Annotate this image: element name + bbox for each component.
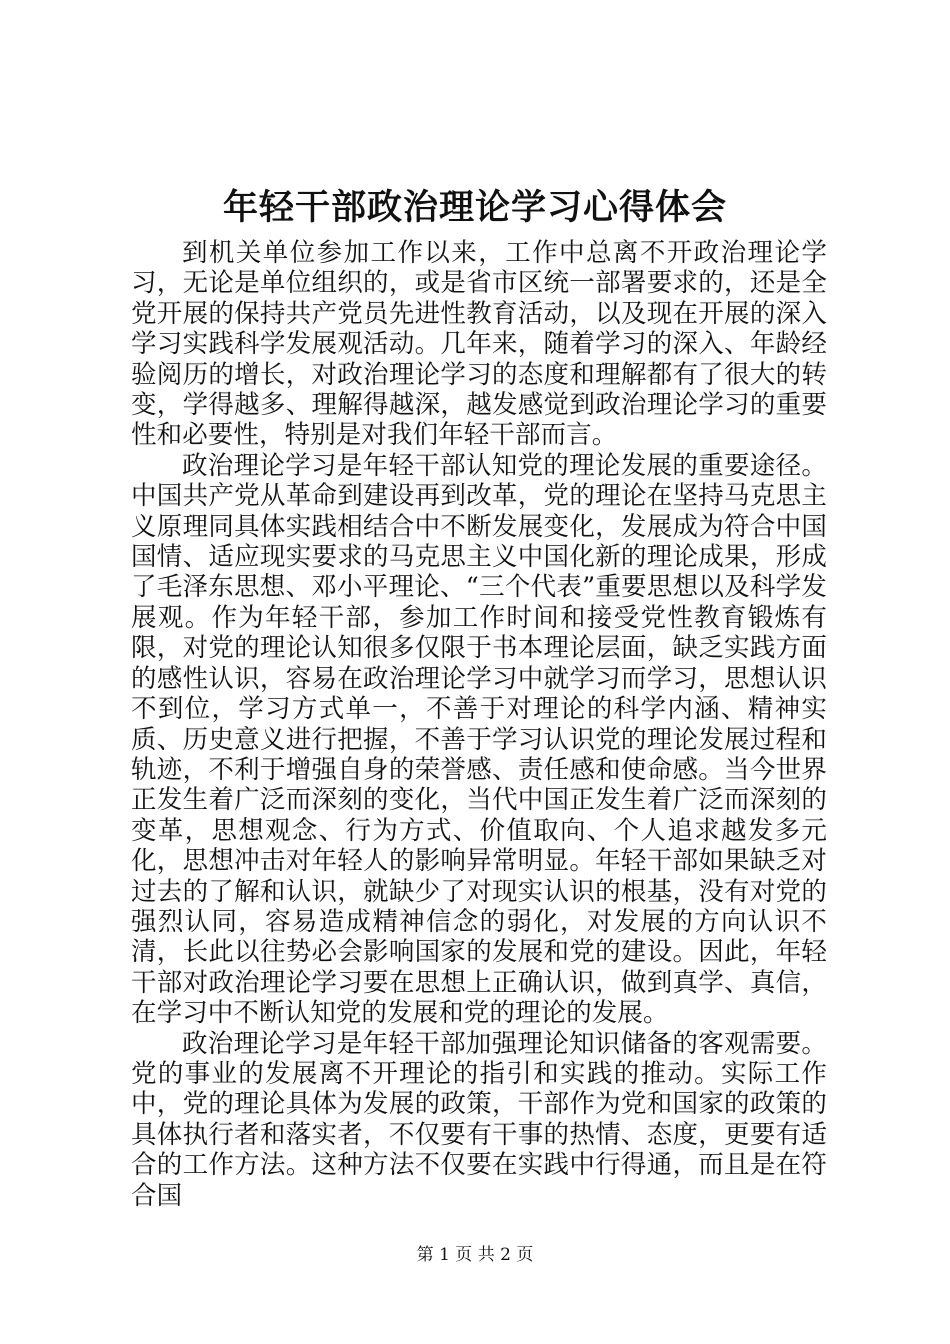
page-footer: 第 1 页 共 2 页 — [416, 1245, 534, 1265]
paragraph-2: 政治理论学习是年轻干部认知党的理论发展的重要途径。中国共产党从革命到建设再到改革，党的理论在坚持马克思主义原理同具体实践相结合中不断发展变化，发展成为符合中国国情、适应现实要求的马克思主义中国化新的理论成果，形成了毛泽东思想、邓小平理论、“三个代表”重要思想以及科学发展观。作为年轻干部，参加工作时间和接受党性教育锻炼有限，对党的理论认知很多仅限于书本理论层面，缺乏实践方面的感性认识，容易在政治理论学习中就学习而学习，思想认识不到位，学习方式单一，不善于对理论的科学内涵、精神实质、历史意义进行把握，不善于学习认识党的理论发展过程和轨迹，不利于增强自身的荣誉感、责任感和使命感。当今世界正发生着广泛而深刻的变化，当代中国正发生着广泛而深刻的变革，思想观念、行为方式、价值取向、个人追求越发多元化，思想冲击对年轻人的影响异常明显。年轻干部如果缺乏对过去的了解和认识，就缺少了对现实认识的根基，没有对党的强烈认同，容易造成精神信念的弱化，对发展的方向认识不清，长此以往势必会影响国家的发展和党的建设。因此，年轻干部对政治理论学习要在思想上正确认识，做到真学、真信，在学习中不断认知党的发展和党的理论的发展。 — [131, 450, 827, 1029]
paragraph-3: 政治理论学习是年轻干部加强理论知识储备的客观需要。党的事业的发展离不开理论的指引和实践的推动。实际工作中，党的理论具体为发展的政策，干部作为党和国家的政策的具体执行者和落实者，不仅要有干事的热情、态度，更要有适合的工作方法。这种方法不仅要在实践中行得通，而且是在符合国 — [131, 1028, 827, 1211]
document-body — [131, 238, 827, 1211]
paragraph-1: 到机关单位参加工作以来，工作中总离不开政治理论学习，无论是单位组织的，或是省市区统一部署要求的，还是全党开展的保持共产党员先进性教育活动，以及现在开展的深入学习实践科学发展观活动。几年来，随着学习的深入、年龄经验阅历的增长，对政治理论学习的态度和理解都有了很大的转变，学得越多、理解得越深，越发感觉到政治理论学习的重要性和必要性，特别是对我们年轻干部而言。 — [131, 238, 827, 451]
document-title: 年轻干部政治理论学习心得体会 — [222, 187, 727, 228]
